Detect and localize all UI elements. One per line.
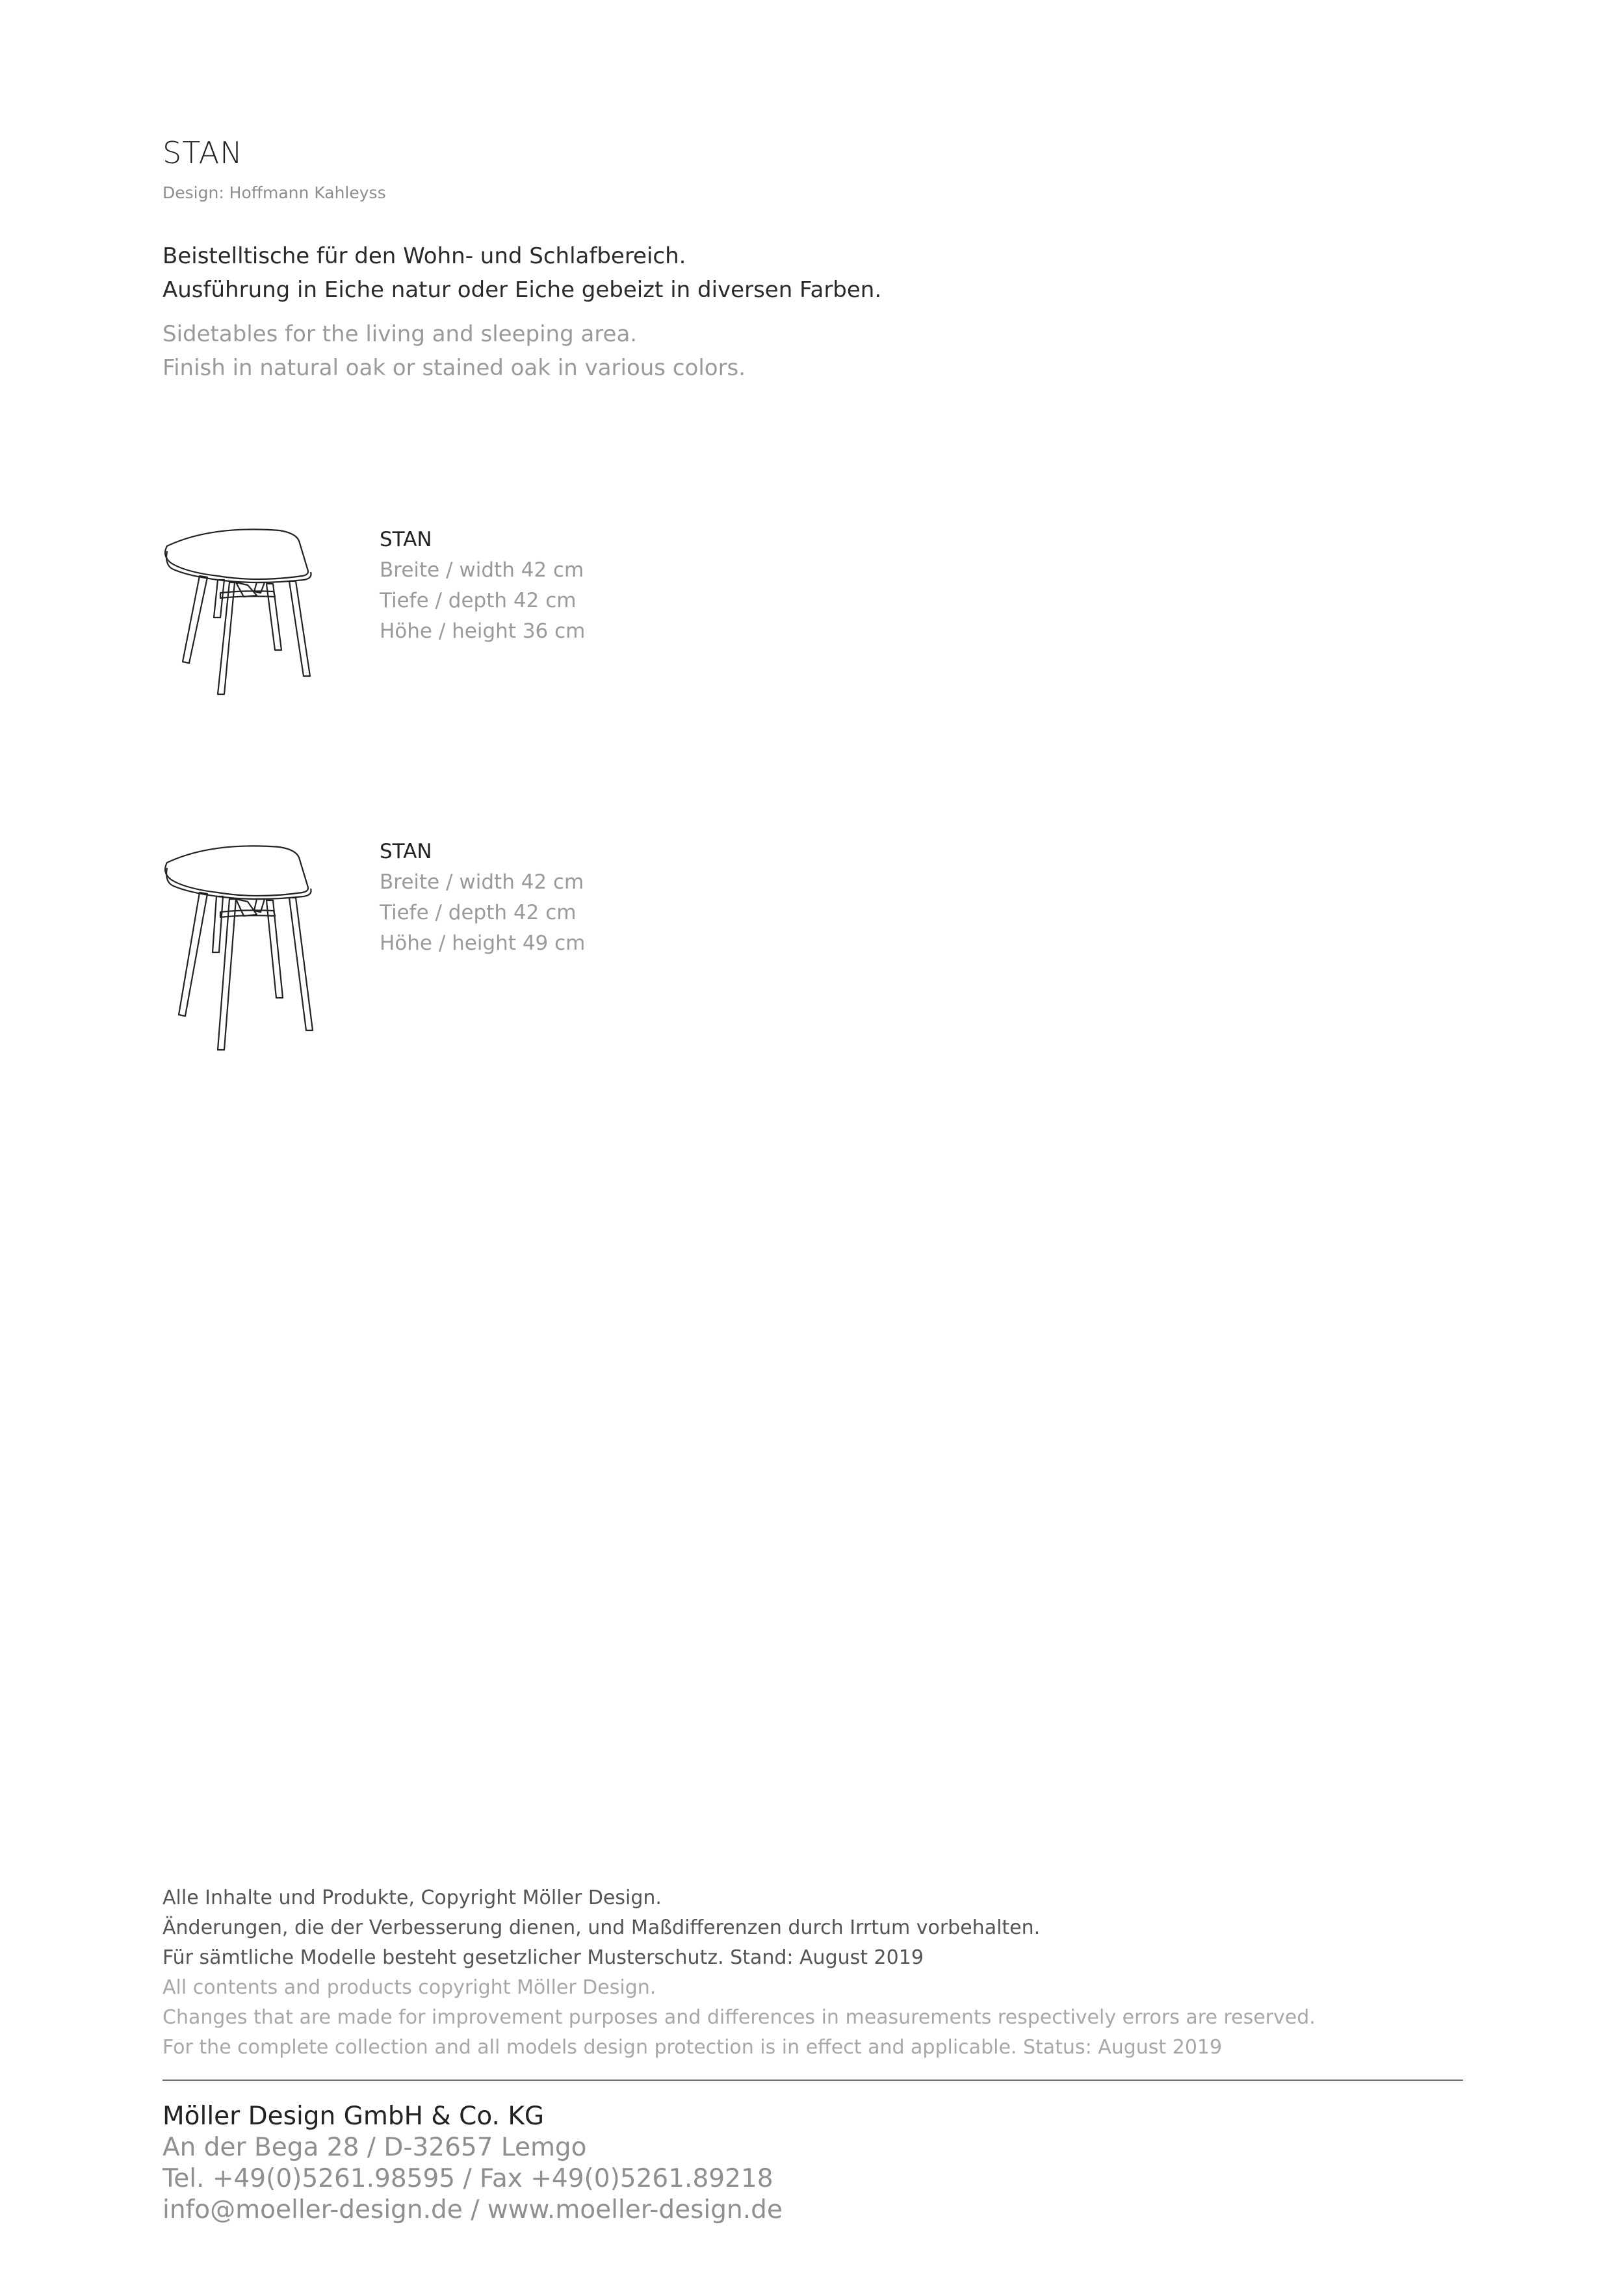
company-phone: Tel. +49(0)5261.98595 / Fax +49(0)5261.89218 — [162, 2164, 773, 2193]
company-address: An der Bega 28 / D-32657 Lemgo — [162, 2133, 587, 2162]
description-de-line: Ausführung in Eiche natur oder Eiche gebeizt in diversen Farben. — [162, 277, 882, 303]
product-spec-depth: Tiefe / depth 42 cm — [380, 589, 577, 612]
legal-de-line: Änderungen, die der Verbesserung dienen, und Maßdifferenzen durch Irrtum vorbehalten. — [162, 1916, 1041, 1939]
description-de — [162, 239, 881, 307]
description-en-line: Finish in natural oak or stained oak in various colors. — [162, 355, 746, 381]
product-info-2 — [380, 837, 585, 959]
product-name: STAN — [380, 840, 432, 863]
product-spec-height: Höhe / height 36 cm — [380, 620, 586, 643]
tall-side-table-icon — [159, 835, 328, 1056]
product-spec-height: Höhe / height 49 cm — [380, 932, 586, 955]
legal-en-line: All contents and products copyright Möller Design. — [162, 1976, 656, 1999]
product-name: STAN — [380, 528, 432, 551]
product-info-1 — [380, 525, 585, 647]
legal-en-line: For the complete collection and all models design protection is in effect and applicable. Status: August 2019 — [162, 2036, 1223, 2059]
product-spec-width: Breite / width 42 cm — [380, 870, 584, 894]
legal-de-line: Alle Inhalte und Produkte, Copyright Möller Design. — [162, 1886, 662, 1909]
footer-divider — [162, 2080, 1463, 2081]
product-spec-width: Breite / width 42 cm — [380, 558, 584, 582]
legal-de-line: Für sämtliche Modelle besteht gesetzlicher Musterschutz. Stand: August 2019 — [162, 1946, 924, 1969]
product-spec-depth: Tiefe / depth 42 cm — [380, 901, 577, 924]
company-info — [162, 2101, 783, 2226]
legal-notice — [162, 1883, 1316, 2063]
description-en-line: Sidetables for the living and sleeping area. — [162, 321, 638, 347]
company-name: Möller Design GmbH & Co. KG — [162, 2102, 545, 2131]
page-title: STAN — [162, 135, 243, 170]
low-side-table-icon — [159, 520, 328, 702]
description-de-line: Beistelltische für den Wohn- und Schlafbereich. — [162, 243, 686, 269]
company-web[interactable]: info@moeller-design.de / www.moeller-design.de — [162, 2195, 783, 2224]
designer-credit: Design: Hoffmann Kahleyss — [162, 183, 386, 202]
description-en — [162, 317, 746, 385]
legal-en-line: Changes that are made for improvement purposes and differences in measurements respectively errors are reserved. — [162, 2006, 1316, 2029]
